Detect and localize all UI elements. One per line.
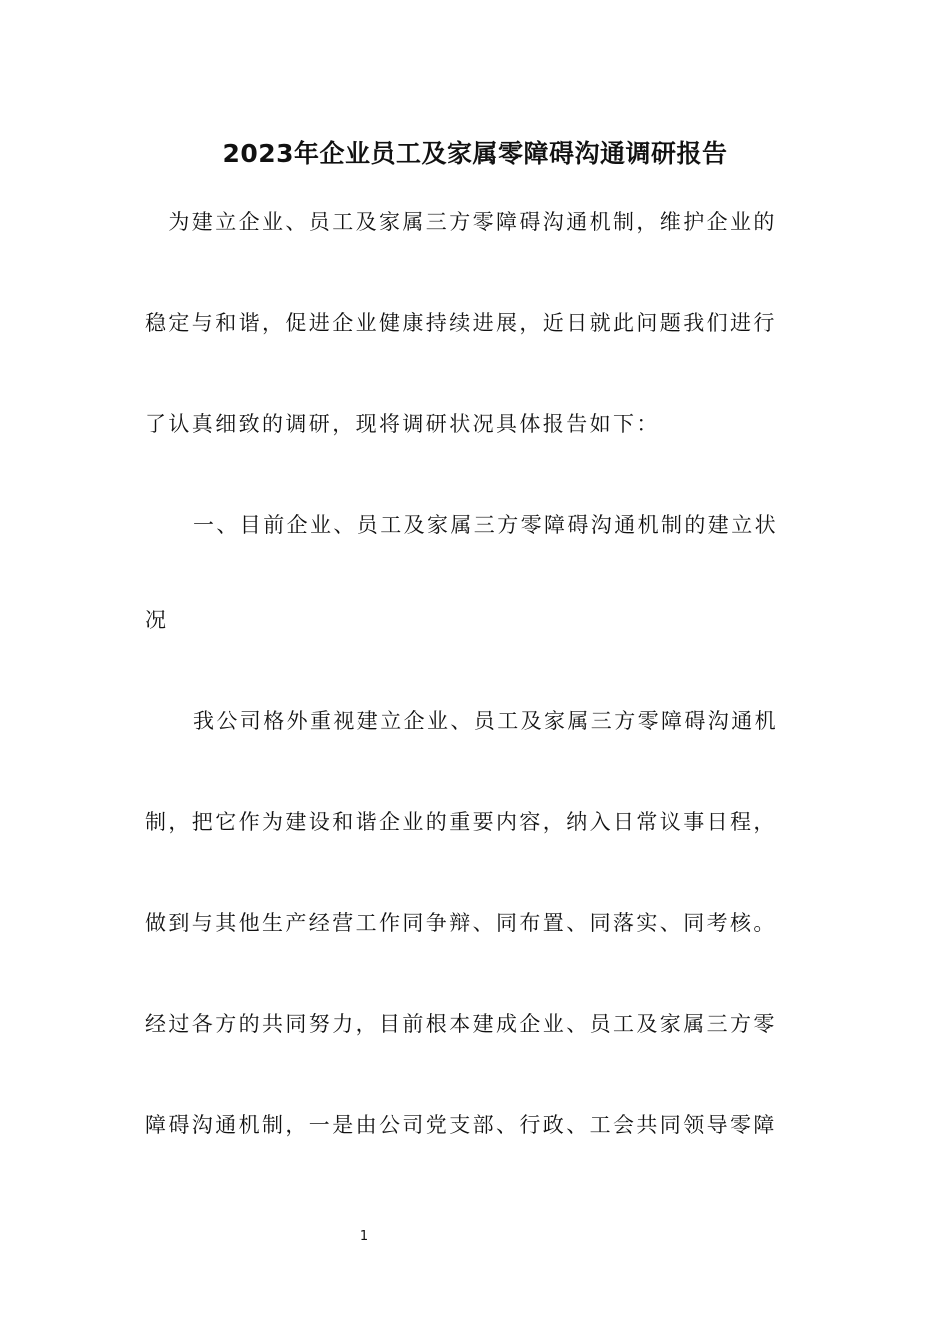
paragraph-line: 障碍沟通机制，一是由公司党支部、行政、工会共同领导零障	[145, 1113, 777, 1137]
paragraph-line: 制，把它作为建设和谐企业的重要内容，纳入日常议事日程，	[145, 810, 777, 834]
page-number: 1	[359, 1229, 369, 1244]
paragraph-line: 做到与其他生产经营工作同争辩、同布置、同落实、同考核。	[145, 911, 777, 935]
paragraph-line: 为建立企业、员工及家属三方零障碍沟通机制，维护企业的	[145, 210, 777, 234]
paragraph-line: 稳定与和谐，促进企业健康持续进展，近日就此问题我们进行	[145, 311, 777, 335]
section-heading-line: 一、目前企业、员工及家属三方零障碍沟通机制的建立状	[193, 513, 778, 537]
paragraph-line: 我公司格外重视建立企业、员工及家属三方零障碍沟通机	[193, 709, 778, 733]
paragraph-line: 了认真细致的调研，现将调研状况具体报告如下：	[145, 412, 660, 436]
paragraph-line: 经过各方的共同努力，目前根本建成企业、员工及家属三方零	[145, 1012, 777, 1036]
document-title: 2023年企业员工及家属零障碍沟通调研报告	[222, 139, 728, 168]
section-heading-line: 况	[145, 608, 169, 632]
